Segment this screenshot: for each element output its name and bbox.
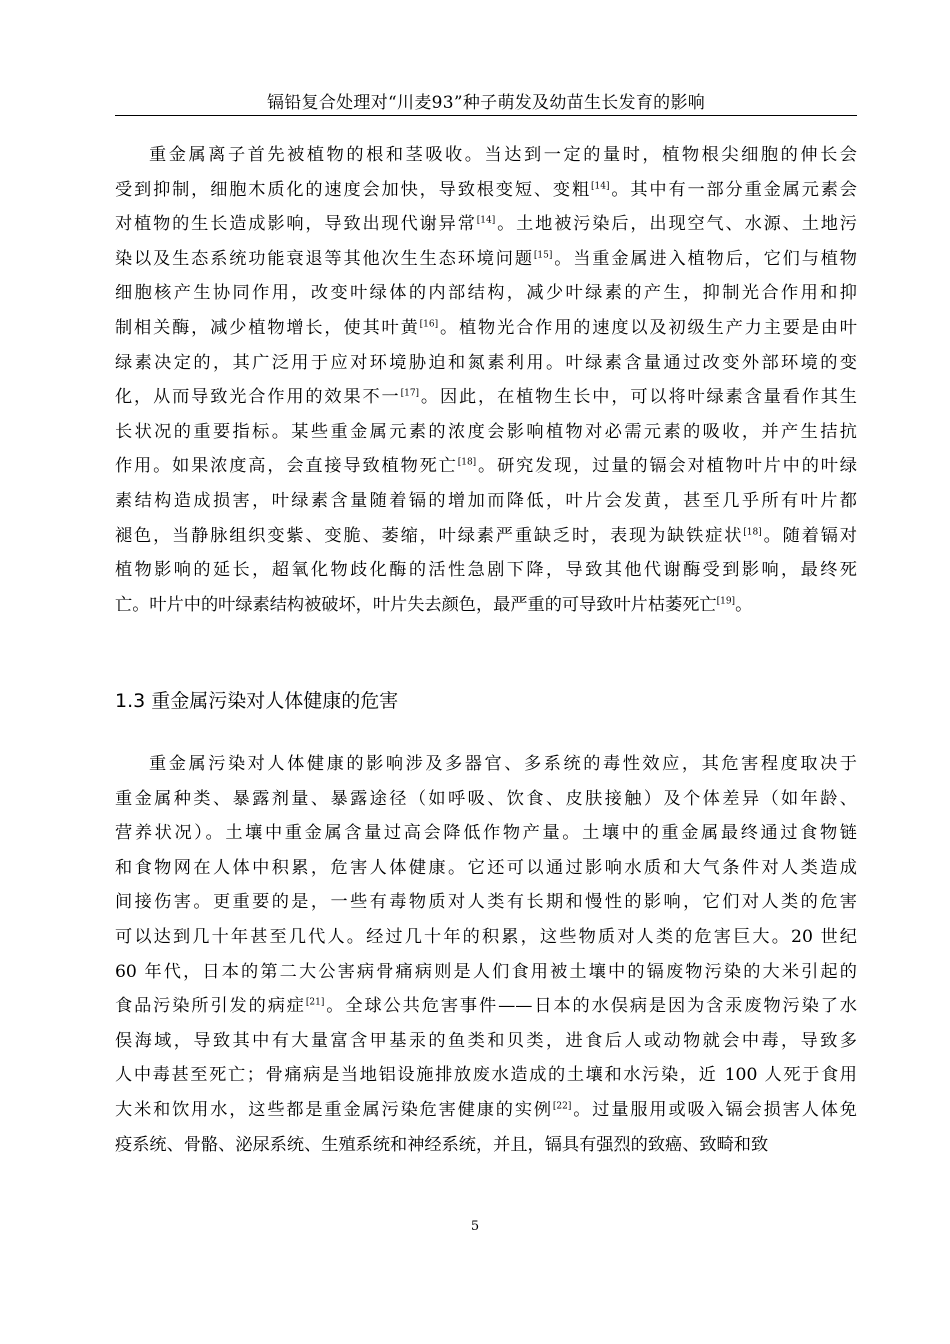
text-run: 褪色，当静脉组织变紫、变脆、萎缩，叶绿素严重缺乏时，表现为缺铁症状 (115, 525, 744, 546)
text-line (115, 1024, 857, 1059)
text-run: 细胞核产生协同作用，改变叶绿体的内部结构，减少叶绿素的产生，抑制光合作用和抑 (115, 283, 857, 304)
text-line (115, 138, 857, 173)
text-run: 俣海域，导致其中有大量富含甲基汞的鱼类和贝类，进食后人或动物就会中毒，导致多 (115, 1030, 857, 1051)
text-line (115, 851, 857, 886)
text-run: 可以达到几十年甚至几代人。经过几十年的积累，这些物质对人类的危害巨大。20 世纪 (115, 926, 857, 947)
text-run: 食品污染所引发的病症 (115, 996, 306, 1017)
text-run: 染以及生态系统功能衰退等其他次生生态环境问题 (115, 248, 534, 269)
text-run: 重金属种类、暴露剂量、暴露途径（如呼吸、饮食、皮肤接触）及个体差异（如年龄、 (115, 788, 857, 809)
text-run: 重金属离子首先被植物的根和茎吸收。当达到一定的量时，植物根尖细胞的伸长会 (149, 145, 857, 165)
text-run: 植物影响的延长，超氧化物歧化酶的活性急剧下降，导致其他代谢酶受到影响，最终死 (115, 560, 857, 581)
text-run: 。当重金属进入植物后，它们与植物 (552, 248, 857, 269)
text-line (115, 519, 857, 554)
header-rule (115, 115, 857, 116)
text-run: 。 (735, 594, 753, 615)
text-line (115, 484, 857, 519)
text-run: 化，从而导致光合作用的效果不一 (115, 387, 401, 408)
text-run: 重金属污染对人体健康的影响涉及多器官、多系统的毒性效应，其危害程度取决于 (149, 754, 857, 774)
text-run: 营养状况）。土壤中重金属含量过高会降低作物产量。土壤中的重金属最终通过食物链 (115, 823, 857, 844)
text-run: 。随着镉对 (761, 525, 857, 546)
text-run: 制相关酶，减少植物增长，使其叶黄 (115, 317, 420, 338)
text-line (115, 747, 857, 782)
text-line (115, 1093, 857, 1128)
text-run: 人中毒甚至死亡；骨痛病是当地铝设施排放废水造成的土壤和水污染，近 100 人死于食用 (115, 1065, 857, 1086)
text-line (115, 920, 857, 955)
text-line (115, 415, 857, 450)
page-number: 5 (470, 1219, 480, 1234)
text-line (115, 553, 857, 588)
text-line (115, 885, 857, 920)
text-run: 素结构造成损害，叶绿素含量随着镉的增加而降低，叶片会发黄，甚至几乎所有叶片都 (115, 490, 857, 511)
text-run: 。全球公共危害事件——日本的水俣病是因为含汞废物污染了水 (324, 996, 857, 1017)
citation-marker: [19] (716, 596, 736, 607)
text-line (115, 207, 857, 242)
text-run: 。土地被污染后，出现空气、水源、土地污 (495, 214, 857, 235)
text-run: 间接伤害。更重要的是，一些有毒物质对人类有长期和慢性的影响，它们对人类的危害 (115, 892, 857, 913)
citation-marker: [14] (476, 215, 496, 226)
running-header: 镉铅复合处理对“川麦93”种子萌发及幼苗生长发育的影响 (266, 93, 706, 113)
text-line (115, 782, 857, 817)
text-run: 受到抑制，细胞木质化的速度会加快，导致根变短、变粗 (115, 179, 591, 200)
text-run: 。植物光合作用的速度以及初级生产力主要是由叶 (438, 317, 857, 338)
citation-marker: [16] (419, 319, 439, 330)
text-line (115, 449, 857, 484)
text-run: 60 年代，日本的第二大公害病骨痛病则是人们食用被土壤中的镉废物污染的大米引起的 (115, 961, 857, 982)
text-run: 大米和饮用水，这些都是重金属污染危害健康的实例 (115, 1099, 553, 1120)
text-run: 疫系统、骨骼、泌尿系统、生殖系统和神经系统，并且，镉具有强烈的致癌、致畸和致 (115, 1134, 769, 1155)
text-run: 。因此，在植物生长中，可以将叶绿素含量看作其生 (419, 387, 857, 408)
text-run: 。其中有一部分重金属元素会 (609, 179, 857, 200)
text-line (115, 1058, 857, 1093)
text-run: 亡。叶片中的叶绿素结构被破坏，叶片失去颜色，最严重的可导致叶片枯萎死亡 (115, 594, 717, 615)
text-line (115, 380, 857, 415)
text-line (115, 242, 857, 277)
text-run: 长状况的重要指标。某些重金属元素的浓度会影响植物对必需元素的吸收，并产生拮抗 (115, 421, 857, 442)
citation-marker: [14] (590, 181, 610, 192)
text-line (115, 276, 857, 311)
text-line (115, 346, 857, 381)
text-run: 对植物的生长造成影响，导致出现代谢异常 (115, 214, 477, 235)
text-line (115, 311, 857, 346)
citation-marker: [22] (552, 1101, 572, 1112)
text-line (115, 173, 857, 208)
text-line (115, 1128, 857, 1163)
text-line (115, 989, 857, 1024)
paragraph-2 (115, 747, 857, 1162)
citation-marker: [21] (305, 997, 325, 1008)
section-heading: 1.3 重金属污染对人体健康的危害 (115, 690, 399, 712)
text-run: 。过量服用或吸入镉会损害人体免 (571, 1099, 857, 1120)
citation-marker: [18] (743, 527, 762, 538)
text-line (115, 588, 857, 623)
citation-marker: [18] (457, 458, 477, 469)
text-run: 作用。如果浓度高，会直接导致植物死亡 (115, 456, 458, 477)
text-run: 绿素决定的，其广泛用于应对环境胁迫和氮素利用。叶绿素含量通过改变外部环境的变 (115, 352, 857, 373)
text-line (115, 816, 857, 851)
citation-marker: [15] (533, 250, 553, 261)
citation-marker: [17] (400, 388, 420, 399)
text-run: 和食物网在人体中积累，危害人体健康。它还可以通过影响水质和大气条件对人类造成 (115, 857, 857, 878)
paragraph-1 (115, 138, 857, 622)
text-run: 。研究发现，过量的镉会对植物叶片中的叶绿 (476, 456, 857, 477)
text-line (115, 955, 857, 990)
